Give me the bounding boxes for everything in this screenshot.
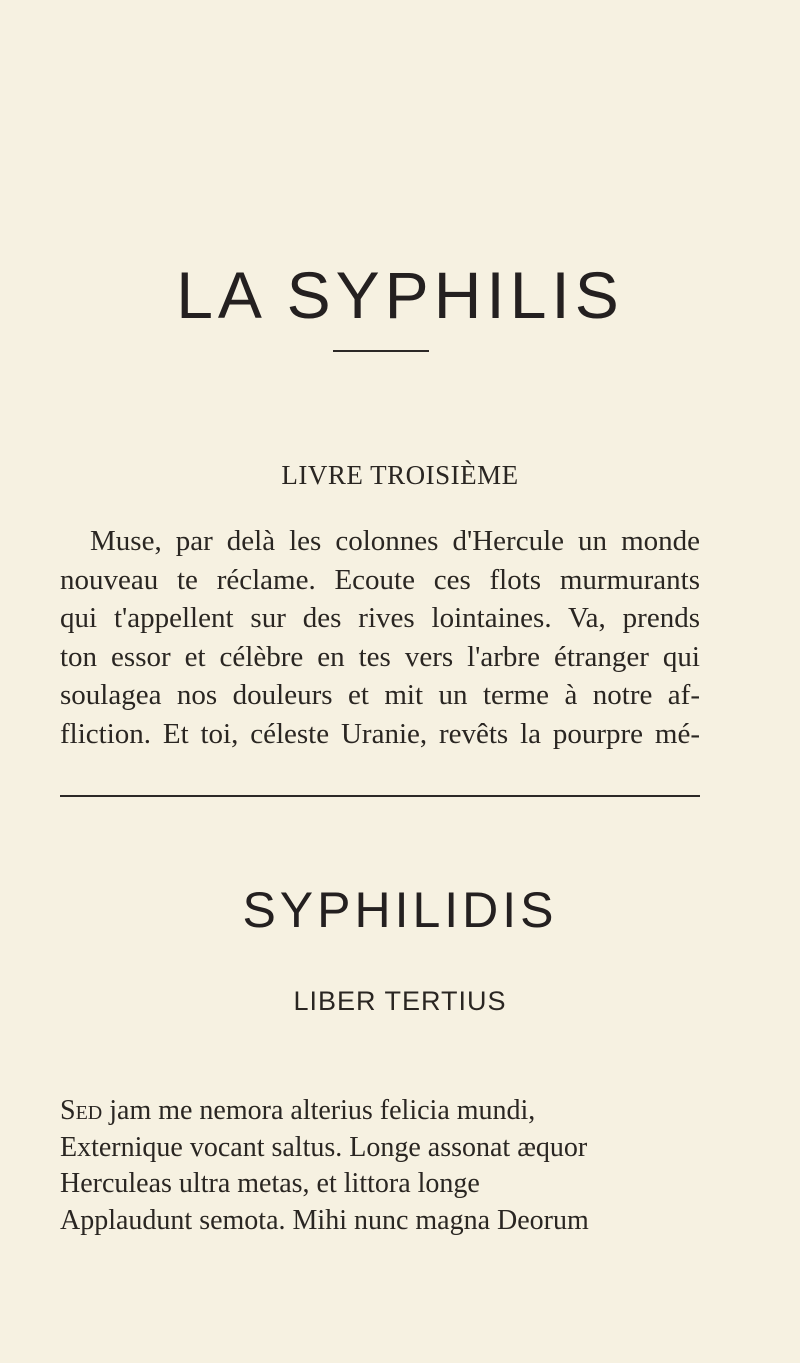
section-divider <box>60 795 700 797</box>
latin-title: SYPHILIDIS <box>242 882 558 938</box>
french-line: nouveau te réclame. Ecoute ces flots murmurants <box>60 563 700 596</box>
french-title: LA SYPHILIS <box>176 258 624 332</box>
french-paragraph <box>60 522 700 753</box>
latin-verse <box>60 1093 700 1239</box>
french-line: qui t'appellent sur des rives lointaines. Va, prends <box>60 602 700 634</box>
latin-line <box>60 1093 700 1130</box>
latin-first-line-rest: jam me nemora alterius felicia mundi, <box>102 1095 536 1126</box>
latin-line: Externique vocant saltus. Longe assonat æquor <box>60 1131 588 1163</box>
french-line: ton essor et célèbre en tes vers l'arbre étranger qui <box>60 640 700 673</box>
latin-subtitle: LIBER TERTIUS <box>293 986 507 1016</box>
title-divider <box>333 350 429 352</box>
latin-first-word: Sed <box>60 1095 103 1126</box>
french-line: Muse, par delà les colonnes d'Hercule un monde <box>90 525 700 557</box>
latin-line: Herculeas ultra metas, et littora longe <box>60 1168 480 1199</box>
french-subtitle: LIVRE TROISIÈME <box>281 460 519 490</box>
french-line: soulagea nos douleurs et mit un terme à notre af- <box>60 679 700 711</box>
french-line: fliction. Et toi, céleste Uranie, revêts la pourpre mé- <box>60 717 700 750</box>
latin-line: Applaudunt semota. Mihi nunc magna Deorum <box>60 1204 589 1236</box>
